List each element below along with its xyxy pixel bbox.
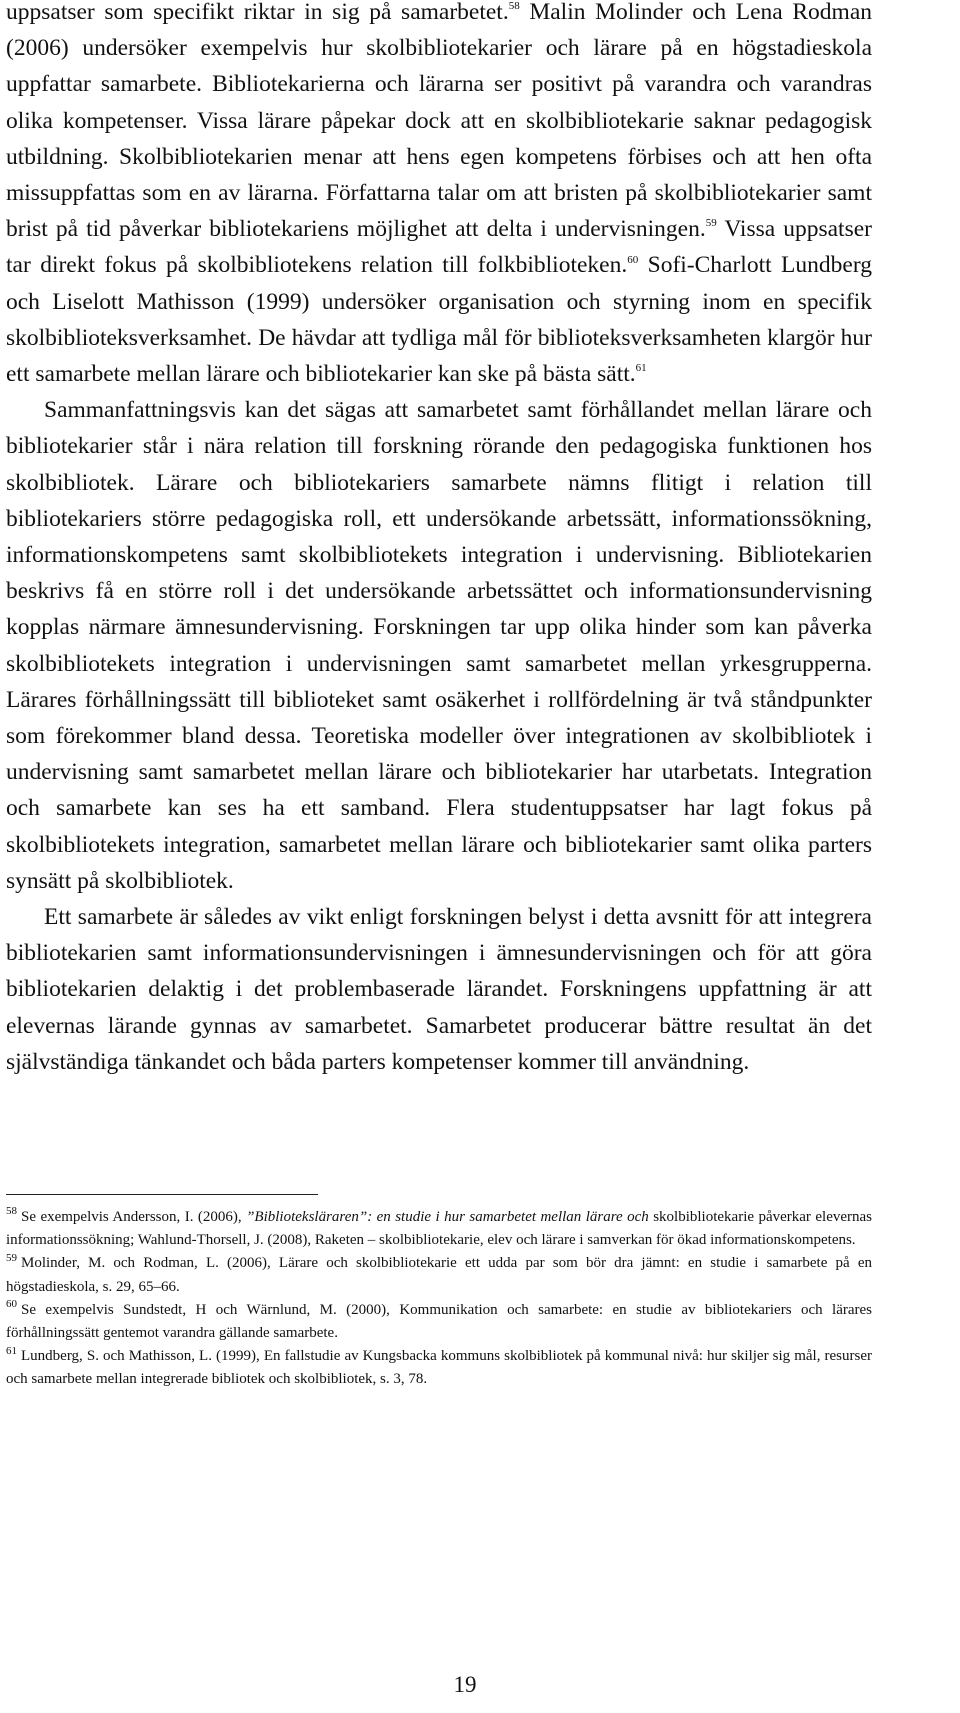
paragraph-text: Sofi-Charlott Lundberg och Liselott Mathisson (1999) undersöker organisation och styrning inom en specifik skolbiblioteksverksamhet. De hävdar att tydliga mål för biblioteksverksamheten klargör hur ett samarbete mellan lärare och bibliotekarier kan ske på bästa sätt. [6, 252, 872, 388]
paragraph-text: Malin Molinder och Lena Rodman (2006) undersöker exempelvis hur skolbibliotekarier och lärare på en högstadieskola uppfattar samarbete. Bibliotekarierna och lärarna ser positivt på varandra och varandras olika kompetenser. Vissa lärare påpekar dock att en skolbibliotekarie saknar pedagogisk utbildning. Skolbibliotekarien menar att hens egen kompetens förbises och att hen ofta missuppfattas som en av lärarna. Författarna talar om att bristen på skolbibliotekarier samt brist på tid påverkar bibliotekariens möjlighet att delta i undervisningen. [6, 0, 873, 243]
footnotes [6, 1206, 872, 1392]
footnote-reference: 60 [627, 253, 639, 266]
footnote-text: Molinder, M. och Rodman, L. (2006), Lärare och skolbibliotekarie ett udda par som bör dra jämnt: en studie i samarbete på en högstadieskola, s. 29, 65–66. [6, 1255, 872, 1295]
footnote [6, 1252, 872, 1298]
footnote-number: 61 [6, 1344, 17, 1357]
footnote [6, 1206, 872, 1252]
paragraph: Ett samarbete är således av vikt enligt forskningen belyst i detta avsnitt för att integrera bibliotekarien samt informationsundervisningen i ämnesundervisningen och för att göra bibliotekarien delaktig i det problembaserade lärandet. Forskningens uppfattning är att elevernas lärande gynnas av samarbetet. Samarbetet producerar bättre resultat än det självständiga tänkandet och båda parters kompetenser kommer till användning. [6, 904, 872, 1075]
footnote-number: 58 [6, 1205, 17, 1218]
footnote-text: Se exempelvis Andersson, I. (2006), [21, 1209, 247, 1225]
paragraph: Sammanfattningsvis kan det sägas att samarbetet samt förhållandet mellan lärare och bibliotekarier står i nära relation till forskning rörande den pedagogiska funktionen hos skolbibliotek. Lärare och bibliotekariers samarbete nämns flitigt i relation till bibliotekariers större pedagogiska roll, ett undersökande arbetssätt, informationssökning, informationskompetens samt skolbibliotekets integration i undervisning. Bibliotekarien beskrivs få en större roll i det undersökande arbetssättet och informationsundervisning kopplas närmare ämnesundervisning. Forskningen tar upp olika hinder som kan påverka skolbibliotekets integration i undervisningen samt samarbetet mellan yrkesgrupperna. Lärares förhållningssätt till biblioteket samt osäkerhet i rollfördelning är två ståndpunkter som förekommer bland dessa. Teoretiska modeller över integrationen av skolbibliotek i undervisning samt samarbetet mellan lärare och bibliotekarier har utarbetats. Integration och samarbete kan ses ha ett samband. Flera studentuppsatser har lagt fokus på skolbibliotekets integration, samarbetet mellan lärare och bibliotekarier samt olika parters synsätt på skolbibliotek. [6, 397, 872, 894]
footnote [6, 1299, 872, 1345]
footnote-reference: 58 [508, 0, 520, 13]
footnote-separator [6, 1194, 318, 1195]
footnote-text: Se exempelvis Sundstedt, H och Wärnlund, M. (2000), Kommunikation och samarbete: en studie av bibliotekariers och lärares förhållningssätt gentemot varandra gällande samarbete. [6, 1301, 872, 1342]
footnote-number: 59 [6, 1251, 17, 1264]
page-number: 19 [453, 1672, 477, 1697]
paragraph [6, 0, 872, 392]
footnote-title: ”Biblioteksläraren”: en studie i hur samarbetet mellan lärare och [246, 1209, 649, 1225]
footnote [6, 1345, 872, 1391]
paragraph-text: Vissa uppsatser tar direkt fokus på skolbibliotekens relation till folkbiblioteken. [6, 216, 872, 279]
footnote-reference: 61 [635, 362, 647, 375]
footnote-reference: 59 [705, 217, 717, 230]
footnote-number: 60 [6, 1298, 17, 1311]
paragraph-text: uppsatser som specifikt riktar in sig på samarbetet. [6, 0, 509, 25]
footnote-text: skolbibliotekarie påverkar elevernas informationssökning; Wahlund-Thorsell, J. (2008), Raketen – skolbibliotekarie, elev och lärare i samverkan för ökad informationskompetens. [6, 1209, 873, 1249]
footnote-text: Lundberg, S. och Mathisson, L. (1999), En fallstudie av Kungsbacka kommuns skolbibliotek på kommunal nivå: hur skiljer sig mål, resurser och samarbete mellan integrerade bibliotek och skolbibliotek, s. 3, 78. [6, 1348, 872, 1388]
body-text [6, 0, 872, 1080]
